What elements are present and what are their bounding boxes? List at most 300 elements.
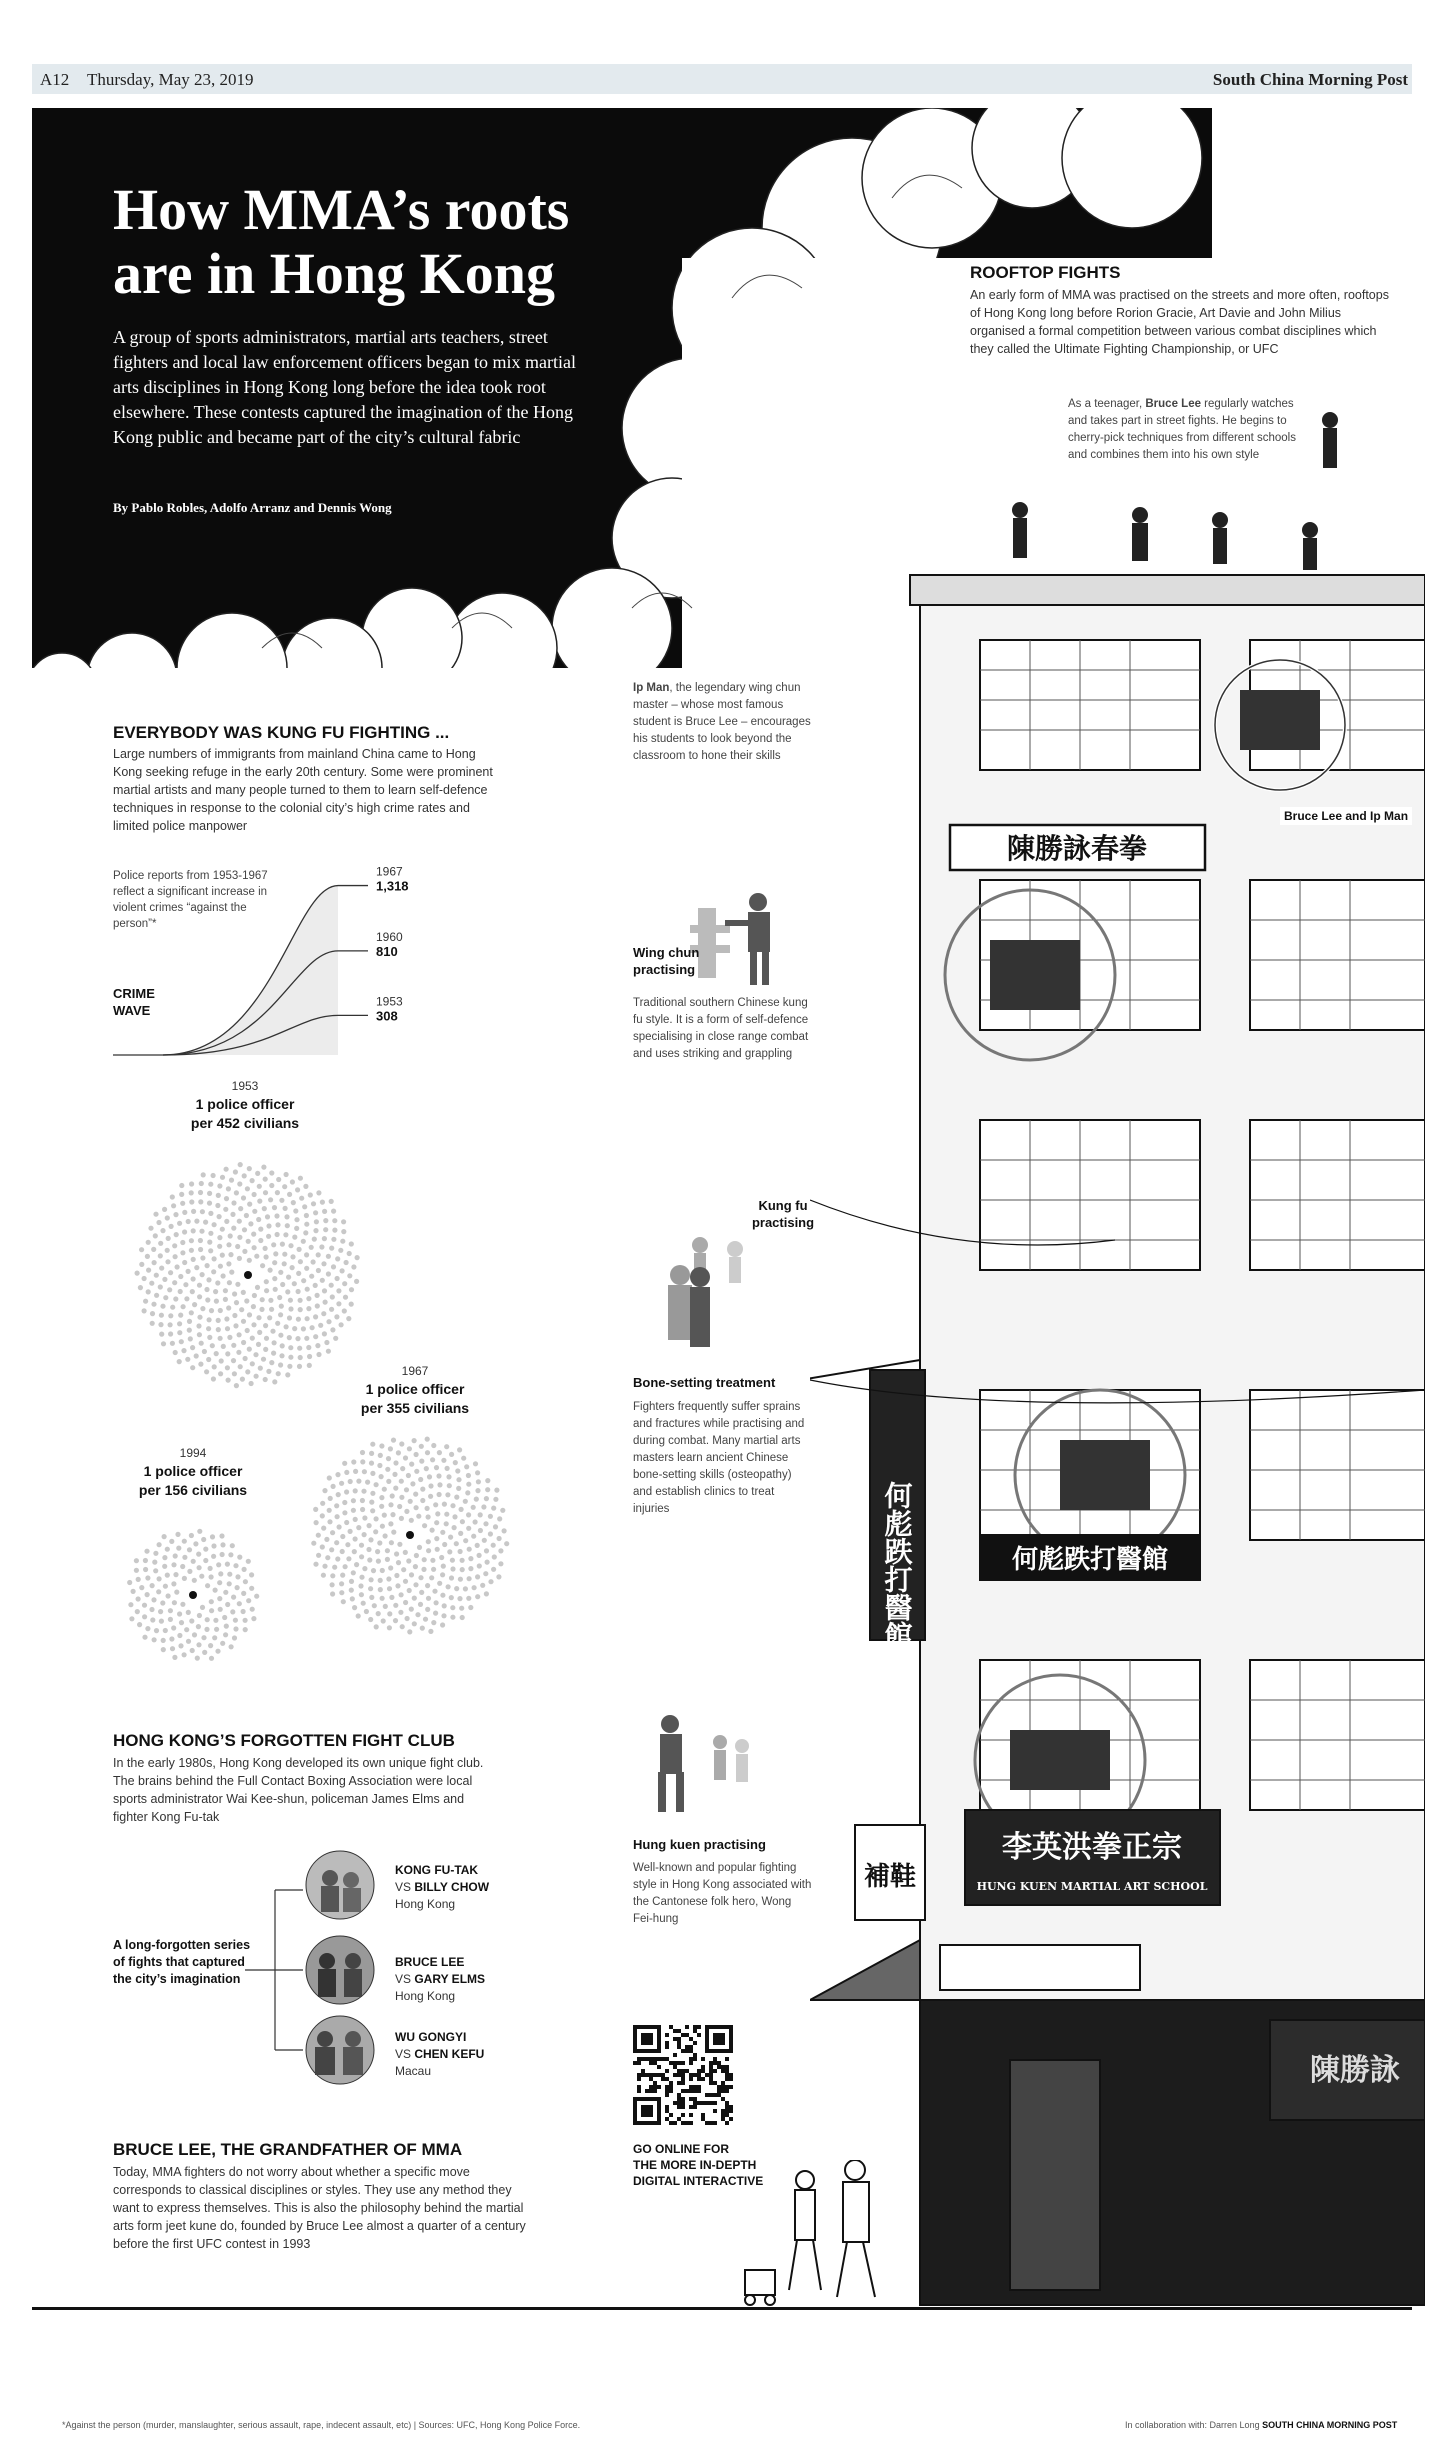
civilian-dot [264,1288,269,1293]
civilian-dot [316,1553,321,1558]
civilian-dot [220,1253,225,1258]
civilian-dot [385,1548,390,1553]
civilian-dot [220,1552,225,1557]
civilian-dot [235,1282,240,1287]
wingchun-heading-1: Wing chun [633,945,700,960]
civilian-dot [200,1306,205,1311]
civilian-dot [460,1615,465,1620]
civilian-dot [222,1615,227,1620]
police-1953-line1: 1 police officer [195,1096,295,1112]
civilian-dot [287,1192,292,1197]
crime-area [163,886,338,1055]
civilian-dot [304,1222,309,1227]
civilian-dot [369,1500,374,1505]
civilian-dot [206,1357,211,1362]
civilian-dot [189,1238,194,1243]
civilian-dot [320,1513,325,1518]
civilian-dot [372,1603,377,1608]
civilian-dot [182,1539,187,1544]
civilian-dot [351,1498,356,1503]
civilian-dot [154,1293,159,1298]
civilian-dot [192,1302,197,1307]
civilian-dot [484,1496,489,1501]
civilian-dot [399,1495,404,1500]
civilian-dot [204,1287,209,1292]
civilian-dot [137,1622,142,1627]
civilian-dot [403,1600,408,1605]
civilian-dot [472,1585,477,1590]
civilian-dot [173,1553,178,1558]
civilian-dot [160,1600,165,1605]
civilian-dot [220,1175,225,1180]
civilian-dot [329,1307,334,1312]
civilian-dot [280,1282,285,1287]
civilian-dot [375,1549,380,1554]
civilian-dot [287,1315,292,1320]
civilian-dot [139,1262,144,1267]
civilian-dot [288,1355,293,1360]
civilian-dot [344,1260,349,1265]
civilian-dot [358,1583,363,1588]
civilian-dot [285,1372,290,1377]
civilian-dot [162,1564,167,1569]
civilian-dot [206,1277,211,1282]
civilian-dot [174,1232,179,1237]
kungfu-practising-2: practising [751,1215,815,1230]
civilian-dot [421,1567,426,1572]
page-number: A12 [40,70,70,89]
civilian-dot [282,1184,287,1189]
civilian-dot [202,1349,207,1354]
fight-2-text [395,1954,485,2005]
wingchun-figure-icon [690,890,790,990]
fight-2-fighter-b: GARY ELMS [414,1972,486,1986]
civilian-dot [275,1190,280,1195]
civilian-dot [319,1244,324,1249]
hungkuen-heading: Hung kuen practising [633,1837,766,1852]
civilian-dot [483,1571,488,1576]
civilian-dot [306,1296,311,1301]
civilian-dot [485,1487,490,1492]
civilian-dot [276,1371,281,1376]
civilian-dot [278,1270,283,1275]
civilian-dot [316,1352,321,1357]
wingchun-heading [633,944,699,978]
civilian-dot [218,1371,223,1376]
civilian-dot [149,1281,154,1286]
civilian-dot [298,1259,303,1264]
civilian-dot [162,1277,167,1282]
civilian-dot [432,1589,437,1594]
civilian-dot [192,1578,197,1583]
civilian-dot [422,1523,427,1528]
civilian-dot [406,1473,411,1478]
civilian-dot [245,1369,250,1374]
civilian-dot [351,1459,356,1464]
civilian-dot [347,1251,352,1256]
civilian-dot [379,1504,384,1509]
civilian-dot [444,1521,449,1526]
civilian-dot [272,1205,277,1210]
civilian-dot [488,1531,493,1536]
civilian-dot [158,1609,163,1614]
civilian-dot [187,1319,192,1324]
hungkuen-figure-icon [650,1712,760,1817]
civilian-dot [218,1264,223,1269]
civilian-dot [326,1271,331,1276]
civilian-dot [202,1650,207,1655]
footer-collab [1125,2420,1397,2430]
civilian-dot [414,1469,419,1474]
crime-label-value-1960: 810 [376,943,398,959]
qr-code[interactable] [633,2025,733,2125]
civilian-dot [428,1629,433,1634]
civilian-dot [475,1574,480,1579]
civilian-dot [229,1178,234,1183]
civilian-dot [288,1243,293,1248]
civilian-dot [224,1624,229,1629]
fight-3-photo [305,2015,375,2085]
civilian-dot [419,1459,424,1464]
civilian-dot [304,1213,309,1218]
civilian-dot [207,1240,212,1245]
dot-disc-1953 [135,1162,360,1388]
civilian-dot [409,1572,414,1577]
civilian-dot [244,1298,249,1303]
civilian-dot [236,1350,241,1355]
civilian-dot [484,1591,489,1596]
civilian-dot [460,1519,465,1524]
civilian-dot [152,1637,157,1642]
civilian-dot [344,1489,349,1494]
civilian-dot [313,1334,318,1339]
civilian-dot [161,1638,166,1643]
civilian-dot [374,1624,379,1629]
civilian-dot [291,1200,296,1205]
civilian-dot [331,1264,336,1269]
civilian-dot [218,1336,223,1341]
civilian-dot [401,1567,406,1572]
civilian-dot [150,1583,155,1588]
fight-1 [305,1850,375,1925]
civilian-dot [139,1585,144,1590]
civilian-dot [439,1555,444,1560]
civilian-dot [422,1557,427,1562]
civilian-dot [396,1560,401,1565]
civilian-dot [232,1313,237,1318]
civilian-dot [434,1520,439,1525]
civilian-dot [266,1223,271,1228]
civilian-dot [178,1313,183,1318]
civilian-dot [342,1281,347,1286]
civilian-dot [478,1528,483,1533]
civilian-dot [351,1570,356,1575]
civilian-dot [254,1374,259,1379]
civilian-dot [197,1315,202,1320]
civilian-dot [145,1626,150,1631]
civilian-dot [437,1492,442,1497]
civilian-dot [284,1214,289,1219]
civilian-dot [390,1493,395,1498]
civilian-dot [208,1566,213,1571]
civilian-dot [260,1297,265,1302]
civilian-dot [335,1556,340,1561]
civilian-dot [342,1461,347,1466]
civilian-dot [299,1196,304,1201]
civilian-dot [425,1607,430,1612]
civilian-dot [261,1165,266,1170]
civilian-dot [182,1576,187,1581]
civilian-dot [185,1357,190,1362]
civilian-dot [172,1655,177,1660]
civilian-dot [271,1242,276,1247]
civilian-dot [278,1312,283,1317]
civilian-dot [480,1583,485,1588]
civilian-dot [186,1610,191,1615]
civilian-dot [434,1536,439,1541]
kungfu-heading: EVERYBODY WAS KUNG FU FIGHTING ... [113,723,450,742]
civilian-dot [144,1549,149,1554]
civilian-dot [321,1261,326,1266]
civilian-dot [364,1609,369,1614]
civilian-dot [336,1288,341,1293]
civilian-dot [233,1169,238,1174]
dot-disc-1994 [127,1529,259,1661]
civilian-dot [136,1596,141,1601]
civilian-dot [232,1291,237,1296]
hungkuen-text: Well-known and popular fighting style in Hong Kong associated with the Cantonese folk hero, Wong Fei-hung [633,1862,812,1925]
civilian-dot [187,1328,192,1333]
civilian-dot [168,1617,173,1622]
civilian-dot [342,1510,347,1515]
civilian-dot [163,1584,168,1589]
civilian-dot [171,1203,176,1208]
civilian-dot [313,1283,318,1288]
civilian-dot [173,1572,178,1577]
civilian-dot [305,1287,310,1292]
civilian-dot [165,1259,170,1264]
civilian-dot [468,1556,473,1561]
civilian-dot [191,1276,196,1281]
civilian-dot [409,1518,414,1523]
civilian-dot [485,1560,490,1565]
civilian-dot [142,1276,147,1281]
civilian-dot [217,1596,222,1601]
civilian-dot [341,1219,346,1224]
civilian-dot [386,1576,391,1581]
civilian-dot [175,1264,180,1269]
civilian-dot [234,1190,239,1195]
civilian-dot [327,1519,332,1524]
civilian-dot [203,1547,208,1552]
civilian-dot [182,1652,187,1657]
civilian-dot [322,1488,327,1493]
teen-prefix: As a teenager, [1068,398,1146,410]
civilian-dot [160,1228,165,1233]
civilian-dot [284,1324,289,1329]
civilian-dot [224,1167,229,1172]
civilian-dot [207,1191,212,1196]
civilian-dot [163,1628,168,1633]
civilian-dot [243,1627,248,1632]
ipman-name: Ip Man [633,682,670,694]
civilian-dot [409,1462,414,1467]
civilian-dot [241,1319,246,1324]
civilian-dot [460,1567,465,1572]
qr-line-1: GO ONLINE FOR [633,2142,729,2156]
civilian-dot [335,1472,340,1477]
civilian-dot [420,1626,425,1631]
civilian-dot [142,1614,147,1619]
civilian-dot [280,1343,285,1348]
civilian-dot [227,1581,232,1586]
civilian-dot [170,1305,175,1310]
civilian-dot [378,1453,383,1458]
police-1967-line1: 1 police officer [365,1381,465,1397]
civilian-dot [425,1506,430,1511]
civilian-dot [278,1362,283,1367]
civilian-dot [273,1251,278,1256]
civilian-dot [242,1173,247,1178]
civilian-dot [212,1364,217,1369]
civilian-dot [296,1289,301,1294]
police-1967-year: 1967 [401,1364,429,1378]
civilian-dot [378,1587,383,1592]
civilian-dot [346,1556,351,1561]
civilian-dot [376,1611,381,1616]
civilian-dot [201,1172,206,1177]
civilian-dot [166,1236,171,1241]
civilian-dot [463,1499,468,1504]
civilian-dot [231,1358,236,1363]
civilian-dot [254,1254,259,1259]
civilian-dot [360,1450,365,1455]
civilian-dot [340,1549,345,1554]
street-figures [735,2160,915,2310]
civilian-dot [316,1252,321,1257]
civilian-dot [215,1649,220,1654]
crime-note: Police reports from 1953-1967 reflect a significant increase in violent crimes “against the person”* [113,870,268,930]
civilian-dot [179,1183,184,1188]
civilian-dot [263,1246,268,1251]
civilian-dot [413,1564,418,1569]
civilian-dot [339,1322,344,1327]
ipman-caption [633,680,813,765]
civilian-dot [189,1533,194,1538]
civilian-dot [207,1201,212,1206]
fight-3-vs: VS [395,2047,415,2061]
civilian-dot [378,1578,383,1583]
civilian-dot [351,1264,356,1269]
civilian-dot [359,1543,364,1548]
civilian-dot [339,1481,344,1486]
civilian-dot [345,1542,350,1547]
civilian-dot [290,1254,295,1259]
civilian-dot [343,1295,348,1300]
police-1967 [330,1363,500,1418]
civilian-dot [370,1471,375,1476]
civilian-dot [444,1512,449,1517]
civilian-dot [235,1585,240,1590]
civilian-dot [346,1316,351,1321]
civilian-dot [259,1307,264,1312]
civilian-dot [395,1583,400,1588]
civilian-dot [158,1241,163,1246]
civilian-dot [441,1458,446,1463]
civilian-dot [227,1280,232,1285]
civilian-dot [297,1346,302,1351]
civilian-dot [243,1618,248,1623]
civilian-dot [247,1347,252,1352]
qr-line-2: THE MORE IN-DEPTH [633,2158,757,2172]
civilian-dot [190,1365,195,1370]
civilian-dot [251,1304,256,1309]
civilian-dot [301,1239,306,1244]
civilian-dot [190,1345,195,1350]
dot-disc-1967 [311,1437,509,1635]
civilian-dot [471,1534,476,1539]
civilian-dot [243,1579,248,1584]
civilian-dot [232,1371,237,1376]
civilian-dot [256,1217,261,1222]
civilian-dot [379,1474,384,1479]
civilian-dot [324,1537,329,1542]
civilian-dot [172,1243,177,1248]
civilian-dot [307,1354,312,1359]
civilian-dot [434,1600,439,1605]
civilian-dot [446,1584,451,1589]
civilian-dot [159,1266,164,1271]
civilian-dot [224,1219,229,1224]
civilian-dot [229,1270,234,1275]
civilian-dot [494,1488,499,1493]
civilian-dot [189,1181,194,1186]
civilian-dot [391,1530,396,1535]
civilian-dot [168,1331,173,1336]
fight-1-fighter-b: BILLY CHOW [414,1880,490,1894]
civilian-dot [393,1603,398,1608]
civilian-dot [467,1547,472,1552]
civilian-dot [315,1303,320,1308]
civilian-dot [342,1500,347,1505]
civilian-dot [440,1622,445,1627]
civilian-dot [208,1643,213,1648]
footer-brand: SOUTH CHINA MORNING POST [1262,2420,1398,2430]
civilian-dot [245,1328,250,1333]
civilian-dot [237,1332,242,1337]
civilian-dot [359,1592,364,1597]
civilian-dot [424,1466,429,1471]
civilian-dot [315,1293,320,1298]
civilian-dot [458,1531,463,1536]
civilian-dot [304,1266,309,1271]
civilian-dot [288,1345,293,1350]
rooftop-text: An early form of MMA was practised on the streets and more often, rooftops of Hong Kong long before Rorion Gracie, Art Davie and John Milius organised a formal competition between various combat disciplines which they called the Ultimate Fighting Championship, or UFC [970,288,1389,356]
civilian-dot [179,1192,184,1197]
civilian-dot [204,1627,209,1632]
civilian-dot [165,1573,170,1578]
bruce-ip-label: Bruce Lee and Ip Man [1280,807,1412,825]
civilian-dot [196,1642,201,1647]
civilian-dot [246,1559,251,1564]
civilian-dot [191,1257,196,1262]
civilian-dot [290,1265,295,1270]
civilian-dot [400,1624,405,1629]
civilian-dot [435,1511,440,1516]
civilian-dot [275,1222,280,1227]
civilian-dot [442,1502,447,1507]
officer-dot [189,1591,197,1599]
